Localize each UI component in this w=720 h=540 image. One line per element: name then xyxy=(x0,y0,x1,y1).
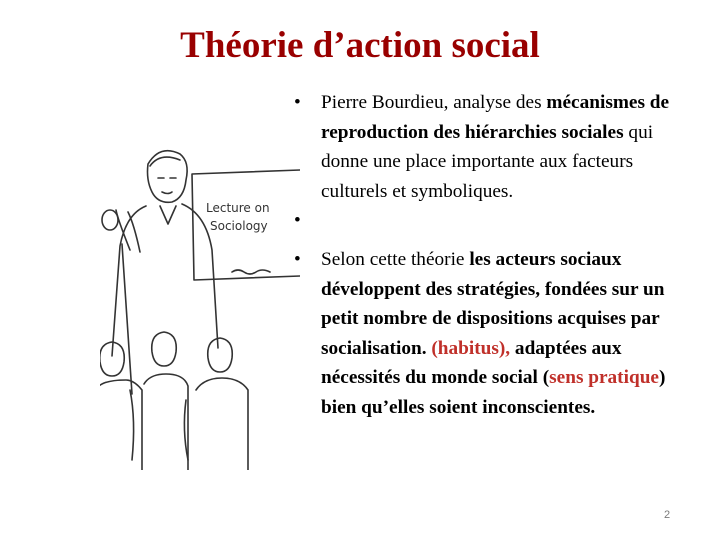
bullet-bold-text: ) bien qu’elles soient inconscientes. xyxy=(321,367,666,418)
page-number: 2 xyxy=(664,509,671,521)
sens-pratique-highlight: sens pratique xyxy=(549,367,659,388)
bullet-list xyxy=(292,88,704,422)
speaker-sketch-illustration xyxy=(100,140,300,470)
bullet-bold-text: mécanismes de reproduction des hiérarchies sociales xyxy=(321,92,670,143)
bullet-acteurs-sociaux xyxy=(292,245,704,422)
bullet-bold-text: les acteurs sociaux développent des stratégies, fondées sur un petit nombre de dispositions acquises par socialisation. xyxy=(321,249,665,359)
bullet-text: Selon cette théorie xyxy=(321,249,470,270)
speaker-head xyxy=(148,151,188,203)
flipchart-text-line2: Sociology xyxy=(210,219,268,233)
flipchart-scribble xyxy=(232,270,270,274)
bullet-text: Pierre Bourdieu, analyse des xyxy=(321,92,547,113)
habitus-highlight: (habitus), xyxy=(431,337,511,359)
bullet-glyph: • xyxy=(294,249,301,270)
bullet-glyph: • xyxy=(294,210,301,231)
bullet-bourdieu xyxy=(292,88,704,206)
slide-title: Théorie d’action social xyxy=(180,25,540,66)
audience-member-3 xyxy=(196,338,248,470)
audience-member-2 xyxy=(144,332,188,470)
bullet-bold-text: adaptées aux nécessités du monde social ( xyxy=(321,337,622,388)
bullet-glyph: • xyxy=(294,92,301,113)
audience-member-1 xyxy=(100,342,142,470)
flipchart-text-line1: Lecture on xyxy=(206,201,270,215)
bullet-text: qui donne une place importante aux facteurs culturels et symboliques. xyxy=(321,121,654,202)
bullet-empty xyxy=(292,206,704,235)
